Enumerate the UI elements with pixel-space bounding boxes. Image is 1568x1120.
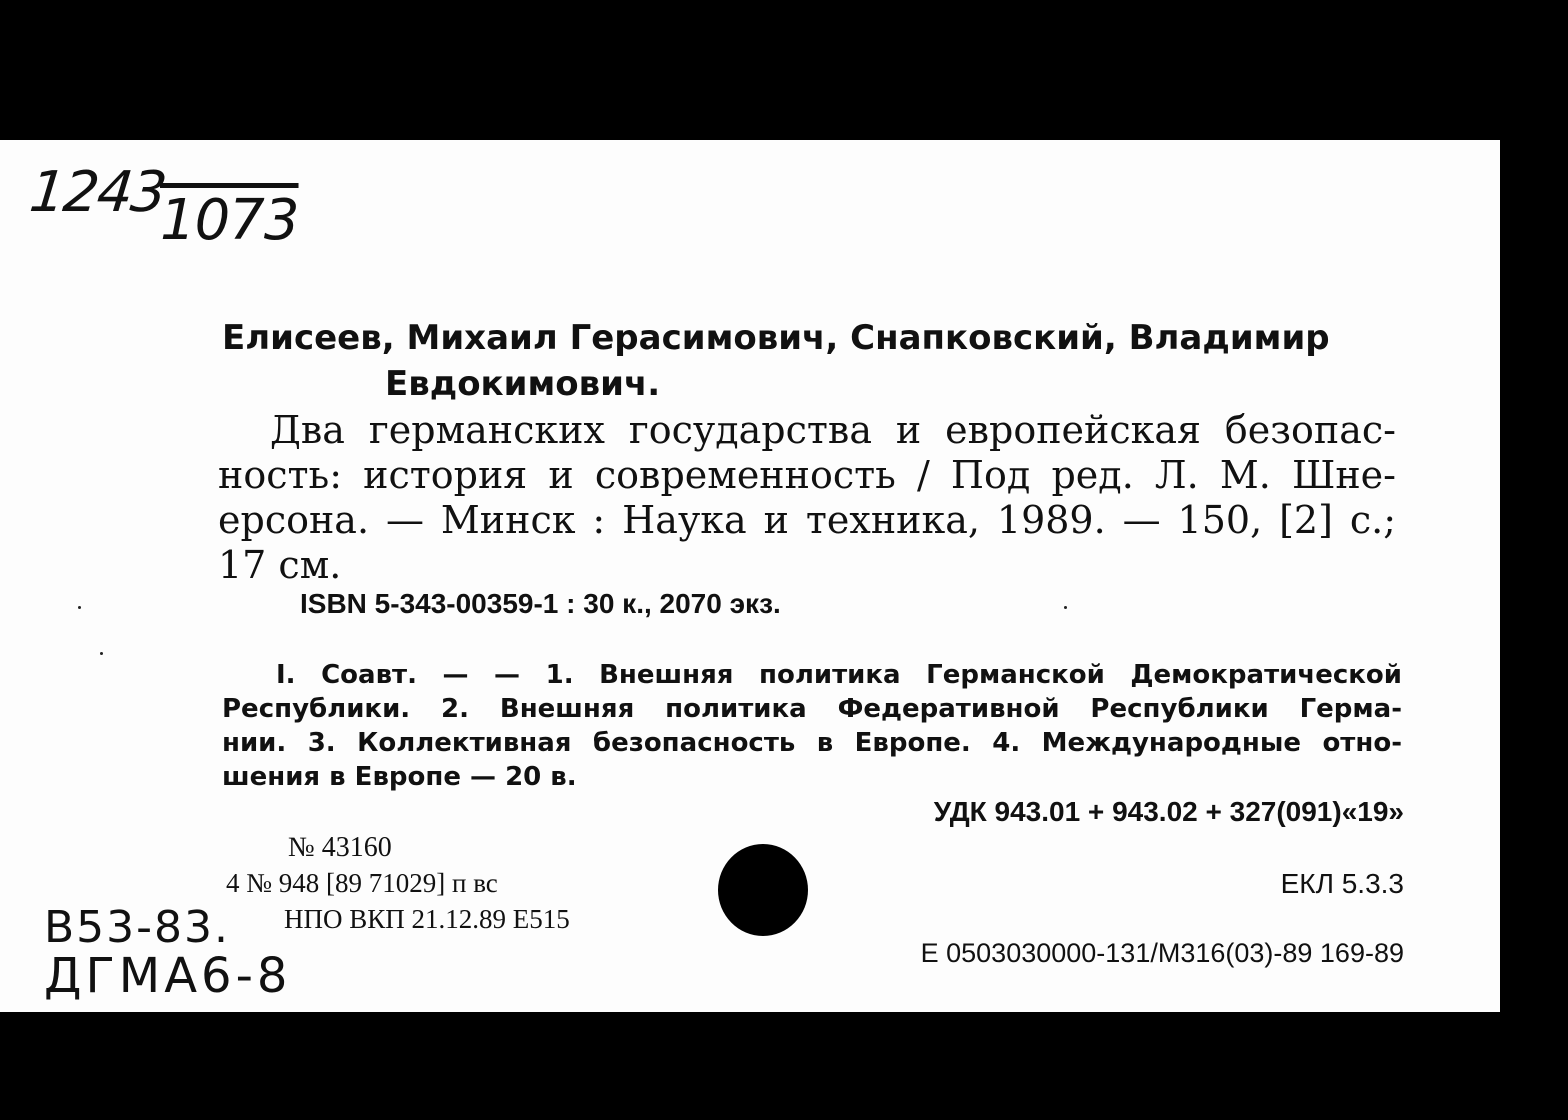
title-line: ность: история и современность / Под ред. Л. М. Шне- — [218, 453, 1396, 497]
scan-speck — [1064, 606, 1067, 609]
subject-line: шения в Европе — 20 в. — [222, 762, 577, 792]
isbn-line: ISBN 5-343-00359-1 : 30 к., 2070 экз. — [300, 588, 781, 619]
udk-classification: УДК 943.01 + 943.02 + 327(091)«19» — [933, 796, 1404, 827]
title-description — [218, 408, 1396, 588]
subject-headings — [222, 658, 1402, 794]
author-heading-continued: Евдокимович. — [385, 364, 661, 404]
handwritten-number: 1073 — [160, 188, 299, 253]
author-heading: Елисеев, Михаил Герасимович, Снапковский, Владимир — [222, 318, 1330, 358]
publication-code: Е 0503030000-131/М316(03)-89 169-89 — [920, 938, 1404, 968]
handwritten-shelfmark: 1243 — [26, 160, 168, 225]
card-number: № 43160 — [288, 832, 392, 863]
punch-hole — [718, 844, 808, 936]
scan-speck — [100, 652, 103, 655]
title-line: Два германских государства и европейская безопас- — [270, 408, 1396, 452]
print-info: НПО ВКП 21.12.89 Е515 — [284, 904, 570, 934]
subject-line: нии. 3. Коллективная безопасность в Европе. 4. Международные отно- — [222, 728, 1402, 758]
title-line: ерсона. — Минск : Наука и техника, 1989. — 150, [2] с.; — [218, 498, 1396, 542]
subject-line: Республики. 2. Внешняя политика Федеративной Республики Герма- — [222, 694, 1402, 724]
title-line: 17 см. — [218, 543, 342, 587]
scan-speck — [78, 606, 81, 609]
ekl-code: ЕКЛ 5.3.3 — [1280, 868, 1404, 899]
handwritten-note: ДГМА6-8 — [44, 948, 292, 1004]
print-info: 4 № 948 [89 71029] п вс — [226, 868, 498, 898]
subject-line: I. Соавт. — — 1. Внешняя политика Германской Демократической — [276, 660, 1402, 690]
handwritten-note: B53-83. — [44, 902, 231, 953]
catalog-card — [0, 140, 1500, 1012]
